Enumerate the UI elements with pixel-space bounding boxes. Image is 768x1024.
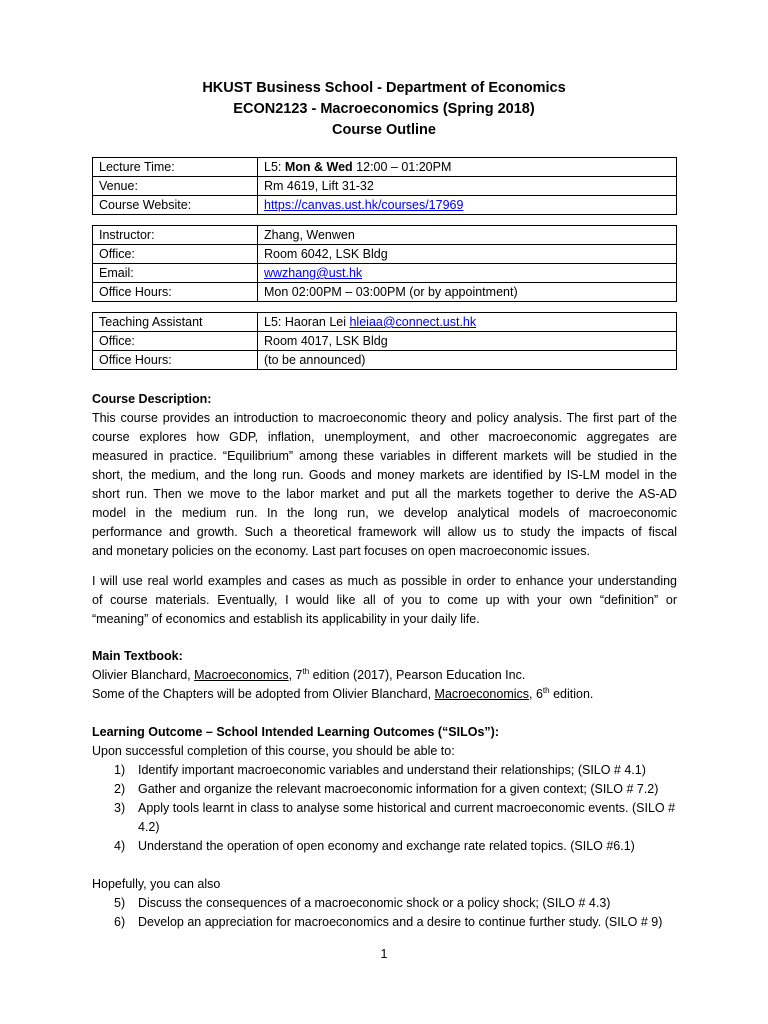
list-number: 6) (114, 915, 126, 929)
list-text-continued: 4.2) (138, 820, 160, 834)
lecture-hours: 12:00 – 01:20PM (352, 160, 452, 174)
table-row (93, 332, 677, 351)
text-line: This course provides an introduction to macroeconomic theory and policy analysis. The first part of the (92, 411, 677, 425)
text-line: performance and growth. Such a theoretical framework will allow us to study the impacts of fiscal (92, 525, 677, 539)
textbook-title: Macroeconomics (434, 687, 530, 701)
ta-value (258, 313, 677, 332)
learning-outcome-intro: Upon successful completion of this course, you should be able to: (92, 744, 455, 758)
ta-office-value: Room 4017, LSK Bldg (258, 332, 677, 351)
list-item (92, 761, 682, 780)
list-number: 3) (114, 801, 126, 815)
office-value: Room 6042, LSK Bldg (258, 245, 677, 264)
table-row (93, 245, 677, 264)
office-hours-label: Office Hours: (93, 283, 258, 302)
course-description-heading: Course Description: (92, 392, 212, 406)
email-label: Email: (93, 264, 258, 283)
info-table-course (92, 157, 677, 215)
list-text: Understand the operation of open economy and exchange rate related topics. (SILO #6.1) (138, 839, 635, 853)
table-row (93, 177, 677, 196)
list-item (92, 894, 682, 913)
text-line: and monetary policies on the economy. Last part focuses on open macroeconomic issues. (92, 544, 590, 558)
ta-office-label: Office: (93, 332, 258, 351)
info-table-ta (92, 312, 677, 370)
textbook-edition: , 6 (529, 687, 543, 701)
list-item (92, 837, 682, 856)
list-item (92, 799, 682, 837)
ta-email-link[interactable]: hleiaa@connect.ust.hk (349, 315, 477, 329)
header-outline: Course Outline (332, 122, 436, 138)
textbook-line-1 (92, 666, 677, 685)
list-number: 4) (114, 839, 126, 853)
instructor-label: Instructor: (93, 226, 258, 245)
table-row (93, 158, 677, 177)
website-cell (258, 196, 677, 215)
header-course: ECON2123 - Macroeconomics (Spring 2018) (233, 101, 535, 117)
ordinal-suffix: th (542, 685, 550, 695)
text-line: course explores how GDP, inflation, unemployment, and other macroeconomic aggregates are (92, 430, 677, 444)
lecture-days: Mon & Wed (284, 160, 353, 174)
learning-outcome-section (92, 723, 677, 761)
textbook-publisher: edition (2017), Pearson Education Inc. (309, 668, 526, 682)
list-text: Apply tools learnt in class to analyse some historical and current macroeconomic events. (SILO # (138, 801, 676, 815)
table-row (93, 196, 677, 215)
email-cell (258, 264, 677, 283)
table-row (93, 226, 677, 245)
office-hours-value: Mon 02:00PM – 03:00PM (or by appointment) (258, 283, 677, 302)
textbook-author: Olivier Blanchard, (92, 668, 195, 682)
list-item (92, 780, 682, 799)
table-row (93, 351, 677, 370)
list-number: 2) (114, 782, 126, 796)
list-item (92, 913, 682, 932)
ta-office-hours-label: Office Hours: (93, 351, 258, 370)
instructor-email-link[interactable]: wwzhang@ust.hk (264, 266, 363, 280)
list-number: 5) (114, 896, 126, 910)
list-number: 1) (114, 763, 126, 777)
textbook-edition-suffix: edition. (549, 687, 594, 701)
textbook-line-2 (92, 685, 677, 704)
text-line: measured in practice. “Equilibrium” among these variables in different markets will be studied in the (92, 449, 677, 463)
office-label: Office: (93, 245, 258, 264)
course-description-paragraph-1 (92, 409, 677, 561)
table-row (93, 283, 677, 302)
hope-list (92, 894, 682, 932)
outcome-list (92, 761, 682, 856)
textbook-title: Macroeconomics (194, 668, 289, 682)
table-row (93, 313, 677, 332)
text-line: “meaning” of economics and establish its applicability in your daily life. (92, 612, 480, 626)
ordinal-suffix: th (302, 666, 310, 676)
learning-outcome-heading: Learning Outcome – School Intended Learning Outcomes (“SILOs”): (92, 725, 499, 739)
ta-name: L5: Haoran Lei (264, 315, 350, 329)
ta-office-hours-value: (to be announced) (258, 351, 677, 370)
textbook-heading: Main Textbook: (92, 649, 183, 663)
lecture-time-value (258, 158, 677, 177)
textbook-note: Some of the Chapters will be adopted from Olivier Blanchard, (92, 687, 435, 701)
text-line: model in the medium run. In the long run, we develop analytical models of macroeconomic (92, 506, 677, 520)
ta-label: Teaching Assistant (93, 313, 258, 332)
textbook-edition: , 7 (288, 668, 303, 682)
venue-value: Rm 4619, Lift 31-32 (258, 177, 677, 196)
course-website-link[interactable]: https://canvas.ust.hk/courses/17969 (264, 198, 464, 212)
instructor-value: Zhang, Wenwen (258, 226, 677, 245)
lecture-section: L5: (264, 160, 285, 174)
text-line: short run. Then we move to the labor market and put all the markets together to derive the AS-AD (92, 487, 677, 501)
list-text: Discuss the consequences of a macroeconomic shock or a policy shock; (SILO # 4.3) (138, 896, 611, 910)
list-text: Gather and organize the relevant macroeconomic information for a given context; (SILO # 7.2) (138, 782, 659, 796)
text-line: short, the medium, and the long run. Goods and money markets are identified by IS-LM model in the (92, 468, 677, 482)
textbook-section (92, 647, 677, 704)
header-school: HKUST Business School - Department of Economics (202, 80, 566, 96)
venue-label: Venue: (93, 177, 258, 196)
course-description-section (92, 390, 677, 561)
table-row (93, 264, 677, 283)
list-text: Develop an appreciation for macroeconomics and a desire to continue further study. (SILO # 9) (138, 915, 663, 929)
website-label: Course Website: (93, 196, 258, 215)
list-text: Identify important macroeconomic variables and understand their relationships; (SILO # 4.1) (138, 763, 646, 777)
text-line: I will use real world examples and cases as much as possible in order to enhance your understanding (92, 574, 677, 588)
hope-intro: Hopefully, you can also (92, 877, 221, 891)
page-number: 1 (380, 947, 388, 961)
info-table-instructor (92, 225, 677, 302)
course-description-paragraph-2 (92, 572, 677, 629)
lecture-time-label: Lecture Time: (93, 158, 258, 177)
text-line: of course materials. Eventually, I would like all of you to come up with your own “definition” or (92, 593, 677, 607)
